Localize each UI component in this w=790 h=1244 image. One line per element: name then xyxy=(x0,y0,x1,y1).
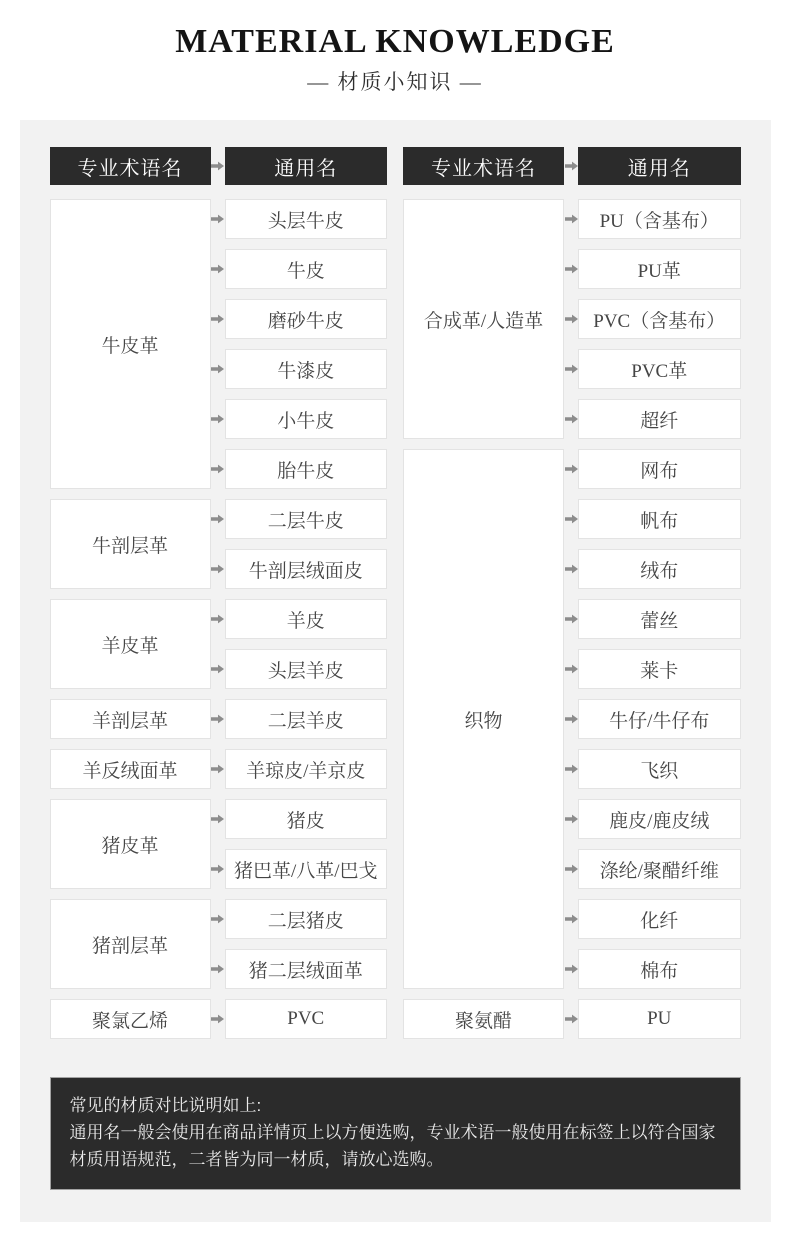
common-name-cell: 磨砂牛皮 xyxy=(225,299,388,339)
common-name-row xyxy=(211,699,388,739)
term-cell: 猪皮革 xyxy=(50,799,211,889)
common-name-list xyxy=(564,199,741,439)
arrow-right-icon xyxy=(211,714,225,724)
common-name-cell: PU（含基布） xyxy=(578,199,741,239)
arrow-right-icon xyxy=(211,764,225,774)
common-name-cell: 猪皮 xyxy=(225,799,388,839)
arrow-right-icon xyxy=(564,364,578,374)
common-name-cell: 莱卡 xyxy=(578,649,741,689)
common-name-cell: 牛剖层绒面皮 xyxy=(225,549,388,589)
term-group xyxy=(50,799,388,889)
common-column-header: 通用名 xyxy=(578,147,741,185)
arrow-right-icon xyxy=(211,364,225,374)
arrow-right-icon xyxy=(211,314,225,324)
common-name-cell: 棉布 xyxy=(578,949,741,989)
arrow-right-icon xyxy=(564,564,578,574)
common-name-cell: 鹿皮/鹿皮绒 xyxy=(578,799,741,839)
page-title: MATERIAL KNOWLEDGE xyxy=(175,23,615,60)
arrow-right-icon xyxy=(564,664,578,674)
term-groups xyxy=(403,199,741,1039)
common-name-cell: 化纤 xyxy=(578,899,741,939)
common-name-cell: 帆布 xyxy=(578,499,741,539)
common-name-row xyxy=(211,999,388,1039)
common-name-cell: 牛仔/牛仔布 xyxy=(578,699,741,739)
common-name-cell: 二层羊皮 xyxy=(225,699,388,739)
common-name-cell: 绒布 xyxy=(578,549,741,589)
term-groups xyxy=(50,199,388,1039)
common-name-cell: PU xyxy=(578,999,741,1039)
page-subtitle: — 材质小知识 — xyxy=(307,70,483,94)
term-group xyxy=(50,199,388,489)
common-name-row xyxy=(564,899,741,939)
common-name-row xyxy=(211,849,388,889)
common-name-cell: 蕾丝 xyxy=(578,599,741,639)
common-name-row xyxy=(211,399,388,439)
common-name-row xyxy=(211,449,388,489)
common-name-list xyxy=(211,799,388,889)
arrow-right-icon xyxy=(211,614,225,624)
common-name-cell: 二层牛皮 xyxy=(225,499,388,539)
arrow-right-icon xyxy=(211,564,225,574)
mapping-table-right xyxy=(403,147,741,1039)
common-name-cell: 胎牛皮 xyxy=(225,449,388,489)
arrow-right-icon xyxy=(564,864,578,874)
common-name-row xyxy=(564,549,741,589)
arrow-right-icon xyxy=(564,614,578,624)
term-cell: 羊剖层革 xyxy=(50,699,211,739)
common-name-list xyxy=(211,699,388,739)
arrow-right-icon xyxy=(211,514,225,524)
term-cell: 织物 xyxy=(403,449,564,989)
common-name-cell: 猪巴革/八革/巴戈 xyxy=(225,849,388,889)
arrow-right-icon xyxy=(564,914,578,924)
arrow-right-icon xyxy=(211,914,225,924)
common-name-cell: 猪二层绒面革 xyxy=(225,949,388,989)
term-group xyxy=(50,699,388,739)
common-name-cell: 飞织 xyxy=(578,749,741,789)
term-column-header: 专业术语名 xyxy=(403,147,564,185)
common-name-cell: 羊琼皮/羊京皮 xyxy=(225,749,388,789)
arrow-right-icon xyxy=(211,1014,225,1024)
arrow-right-icon xyxy=(564,714,578,724)
comparison-panel xyxy=(20,120,771,1222)
term-group xyxy=(50,999,388,1039)
arrow-right-icon xyxy=(564,764,578,774)
term-group xyxy=(50,499,388,589)
arrow-right-icon xyxy=(564,1014,578,1024)
common-name-row xyxy=(211,249,388,289)
arrow-right-icon xyxy=(211,664,225,674)
common-name-cell: 小牛皮 xyxy=(225,399,388,439)
common-name-row xyxy=(564,499,741,539)
mapping-tables xyxy=(50,147,741,1039)
term-cell: 牛皮革 xyxy=(50,199,211,489)
term-group xyxy=(50,599,388,689)
arrow-right-icon xyxy=(211,264,225,274)
common-name-row xyxy=(211,199,388,239)
term-group xyxy=(403,999,741,1039)
term-cell: 聚氨醋 xyxy=(403,999,564,1039)
table-header-row xyxy=(50,147,388,185)
arrow-right-icon xyxy=(211,864,225,874)
common-name-list xyxy=(211,199,388,489)
common-name-row xyxy=(564,799,741,839)
common-name-row xyxy=(211,599,388,639)
arrow-right-icon xyxy=(564,414,578,424)
table-header-row xyxy=(403,147,741,185)
arrow-right-icon xyxy=(211,147,225,185)
term-cell: 合成革/人造革 xyxy=(403,199,564,439)
mapping-table-left xyxy=(50,147,388,1039)
common-name-cell: PVC（含基布） xyxy=(578,299,741,339)
footnote-box xyxy=(50,1077,741,1190)
arrow-right-icon xyxy=(564,314,578,324)
common-name-row xyxy=(211,949,388,989)
common-name-row xyxy=(211,649,388,689)
term-group xyxy=(403,449,741,989)
common-name-cell: 网布 xyxy=(578,449,741,489)
common-name-cell: 涤纶/聚醋纤维 xyxy=(578,849,741,889)
common-name-list xyxy=(211,899,388,989)
common-name-row xyxy=(564,599,741,639)
common-name-list xyxy=(564,999,741,1039)
common-name-cell: 牛皮 xyxy=(225,249,388,289)
common-name-cell: PU革 xyxy=(578,249,741,289)
common-name-row xyxy=(211,899,388,939)
page-header xyxy=(0,22,790,96)
common-name-list xyxy=(564,449,741,989)
common-name-list xyxy=(211,749,388,789)
footnote-line-2: 通用名一般会使用在商品详情页上以方便选购，专业术语一般使用在标签上以符合国家材质用语规范，二者皆为同一材质，请放心选购。 xyxy=(69,1123,716,1169)
arrow-right-icon xyxy=(564,214,578,224)
common-name-row xyxy=(211,749,388,789)
arrow-right-icon xyxy=(211,964,225,974)
common-name-row xyxy=(564,849,741,889)
common-column-header: 通用名 xyxy=(225,147,388,185)
term-cell: 牛剖层革 xyxy=(50,499,211,589)
term-cell: 羊皮革 xyxy=(50,599,211,689)
arrow-right-icon xyxy=(564,514,578,524)
arrow-right-icon xyxy=(211,214,225,224)
common-name-cell: 羊皮 xyxy=(225,599,388,639)
arrow-right-icon xyxy=(211,464,225,474)
common-name-cell: PVC xyxy=(225,999,388,1039)
common-name-cell: 牛漆皮 xyxy=(225,349,388,389)
common-name-row xyxy=(564,349,741,389)
common-name-cell: 头层羊皮 xyxy=(225,649,388,689)
arrow-right-icon xyxy=(211,814,225,824)
common-name-row xyxy=(564,749,741,789)
common-name-row xyxy=(211,299,388,339)
common-name-cell: 超纤 xyxy=(578,399,741,439)
term-cell: 羊反绒面革 xyxy=(50,749,211,789)
term-group xyxy=(50,749,388,789)
common-name-cell: PVC革 xyxy=(578,349,741,389)
common-name-row xyxy=(211,499,388,539)
term-group xyxy=(403,199,741,439)
common-name-row xyxy=(564,999,741,1039)
common-name-row xyxy=(211,349,388,389)
arrow-right-icon xyxy=(564,814,578,824)
common-name-row xyxy=(564,199,741,239)
arrow-right-icon xyxy=(564,964,578,974)
common-name-row xyxy=(564,449,741,489)
common-name-row xyxy=(564,699,741,739)
common-name-cell: 头层牛皮 xyxy=(225,199,388,239)
common-name-row xyxy=(564,399,741,439)
term-column-header: 专业术语名 xyxy=(50,147,211,185)
common-name-row xyxy=(564,649,741,689)
common-name-row xyxy=(564,949,741,989)
arrow-right-icon xyxy=(211,414,225,424)
footnote-line-1: 常见的材质对比说明如上: xyxy=(69,1096,262,1115)
common-name-row xyxy=(211,549,388,589)
arrow-right-icon xyxy=(564,464,578,474)
common-name-list xyxy=(211,599,388,689)
common-name-row xyxy=(564,299,741,339)
term-cell: 猪剖层革 xyxy=(50,899,211,989)
arrow-right-icon xyxy=(564,264,578,274)
term-group xyxy=(50,899,388,989)
common-name-list xyxy=(211,499,388,589)
common-name-list xyxy=(211,999,388,1039)
common-name-cell: 二层猪皮 xyxy=(225,899,388,939)
arrow-right-icon xyxy=(564,147,578,185)
term-cell: 聚氯乙烯 xyxy=(50,999,211,1039)
common-name-row xyxy=(211,799,388,839)
common-name-row xyxy=(564,249,741,289)
